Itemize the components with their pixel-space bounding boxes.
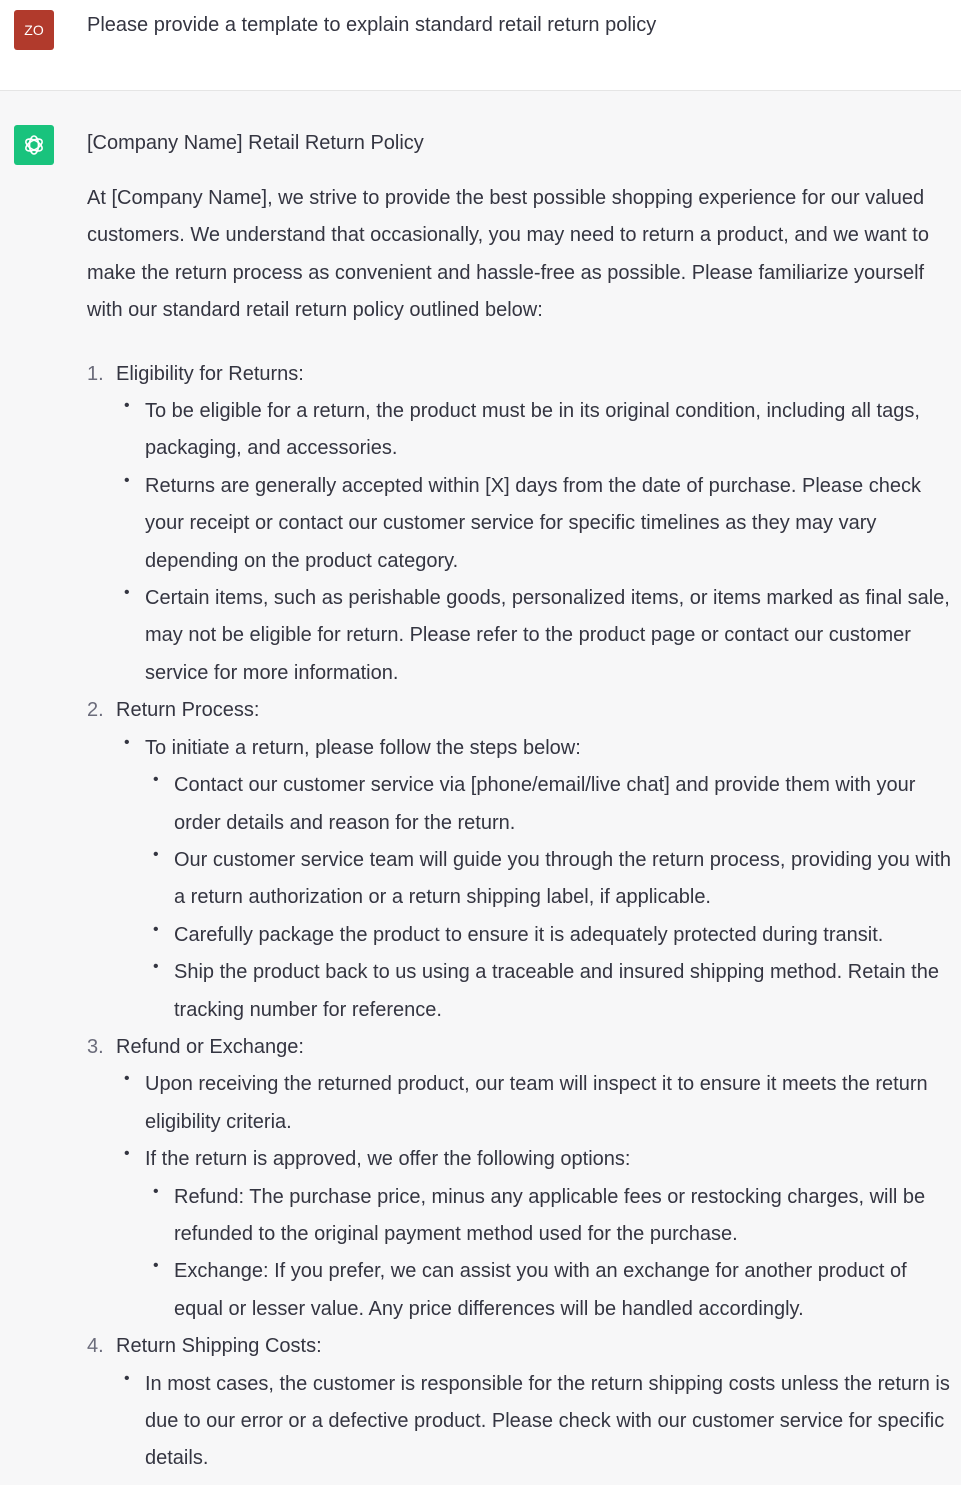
section-number: 2. (87, 699, 104, 722)
bullet-item: • To be eligible for a return, the product must be in its original condition, including all tags, packaging, and accessories. (116, 393, 957, 468)
section-heading: Eligibility for Returns: (116, 362, 304, 385)
section-number: 3. (87, 1035, 104, 1058)
bullet-item (116, 730, 957, 1029)
bullet-item: • In most cases, the customer is responsible for the return shipping costs unless the return is due to our error or a defective product. Please check with our customer service for specific details. (116, 1366, 957, 1478)
section-heading: Return Process: (116, 699, 260, 722)
section-number: 1. (87, 362, 104, 385)
sub-bullet-item: • Our customer service team will guide you through the return process, providing you with a return authorization or a return shipping label, if applicable. (145, 842, 957, 917)
sub-bullet-list (145, 1179, 957, 1329)
bullet-list (116, 393, 957, 692)
section-heading: Return Shipping Costs: (116, 1335, 322, 1358)
section-number: 4. (87, 1335, 104, 1358)
policy-section (87, 692, 957, 1029)
bullet-item (116, 1141, 957, 1328)
bullet-text: To initiate a return, please follow the steps below: (145, 736, 581, 759)
sub-bullet-list (145, 767, 957, 1029)
policy-section (87, 356, 957, 693)
sub-bullet-item: • Exchange: If you prefer, we can assist you with an exchange for another product of equal or lesser value. Any price differences will be handled accordingly. (145, 1253, 957, 1328)
assistant-message-row (0, 91, 961, 1485)
openai-logo-icon (14, 125, 54, 165)
bullet-list (116, 1066, 957, 1328)
policy-title: [Company Name] Retail Return Policy (87, 132, 424, 154)
policy-intro: At [Company Name], we strive to provide the best possible shopping experience for our valued customers. We understand that occasionally, you may need to return a product, and we want to make the return process as convenient and hassle-free as possible. Please familiarize yourself with our standard retail return policy outlined below: (87, 187, 929, 322)
sub-bullet-item: • Refund: The purchase price, minus any applicable fees or restocking charges, will be refunded to the original payment method used for the purchase. (145, 1179, 957, 1254)
policy-section (87, 1029, 957, 1328)
user-message-row (0, 0, 961, 91)
policy-section (87, 1328, 957, 1478)
sub-bullet-item: • Ship the product back to us using a traceable and insured shipping method. Retain the tracking number for reference. (145, 954, 957, 1029)
bullet-list (116, 730, 957, 1029)
user-avatar: ZO (14, 10, 54, 50)
bullet-list (116, 1366, 957, 1478)
assistant-message-body (87, 128, 957, 1478)
policy-sections (87, 356, 957, 1478)
bullet-item: • Upon receiving the returned product, our team will inspect it to ensure it meets the return eligibility criteria. (116, 1066, 957, 1141)
bullet-item: • Returns are generally accepted within [X] days from the date of purchase. Please check your receipt or contact our customer service for specific timelines as they may vary depending on the product category. (116, 468, 957, 580)
bullet-item: • Certain items, such as perishable goods, personalized items, or items marked as final sale, may not be eligible for return. Please refer to the product page or contact our customer service for more information. (116, 580, 957, 692)
section-heading: Refund or Exchange: (116, 1035, 304, 1058)
bullet-text: If the return is approved, we offer the following options: (145, 1148, 631, 1171)
user-message-text: Please provide a template to explain standard retail return policy (87, 14, 657, 36)
sub-bullet-item: • Carefully package the product to ensure it is adequately protected during transit. (145, 917, 957, 954)
sub-bullet-item: • Contact our customer service via [phone/email/live chat] and provide them with your order details and reason for the return. (145, 767, 957, 842)
